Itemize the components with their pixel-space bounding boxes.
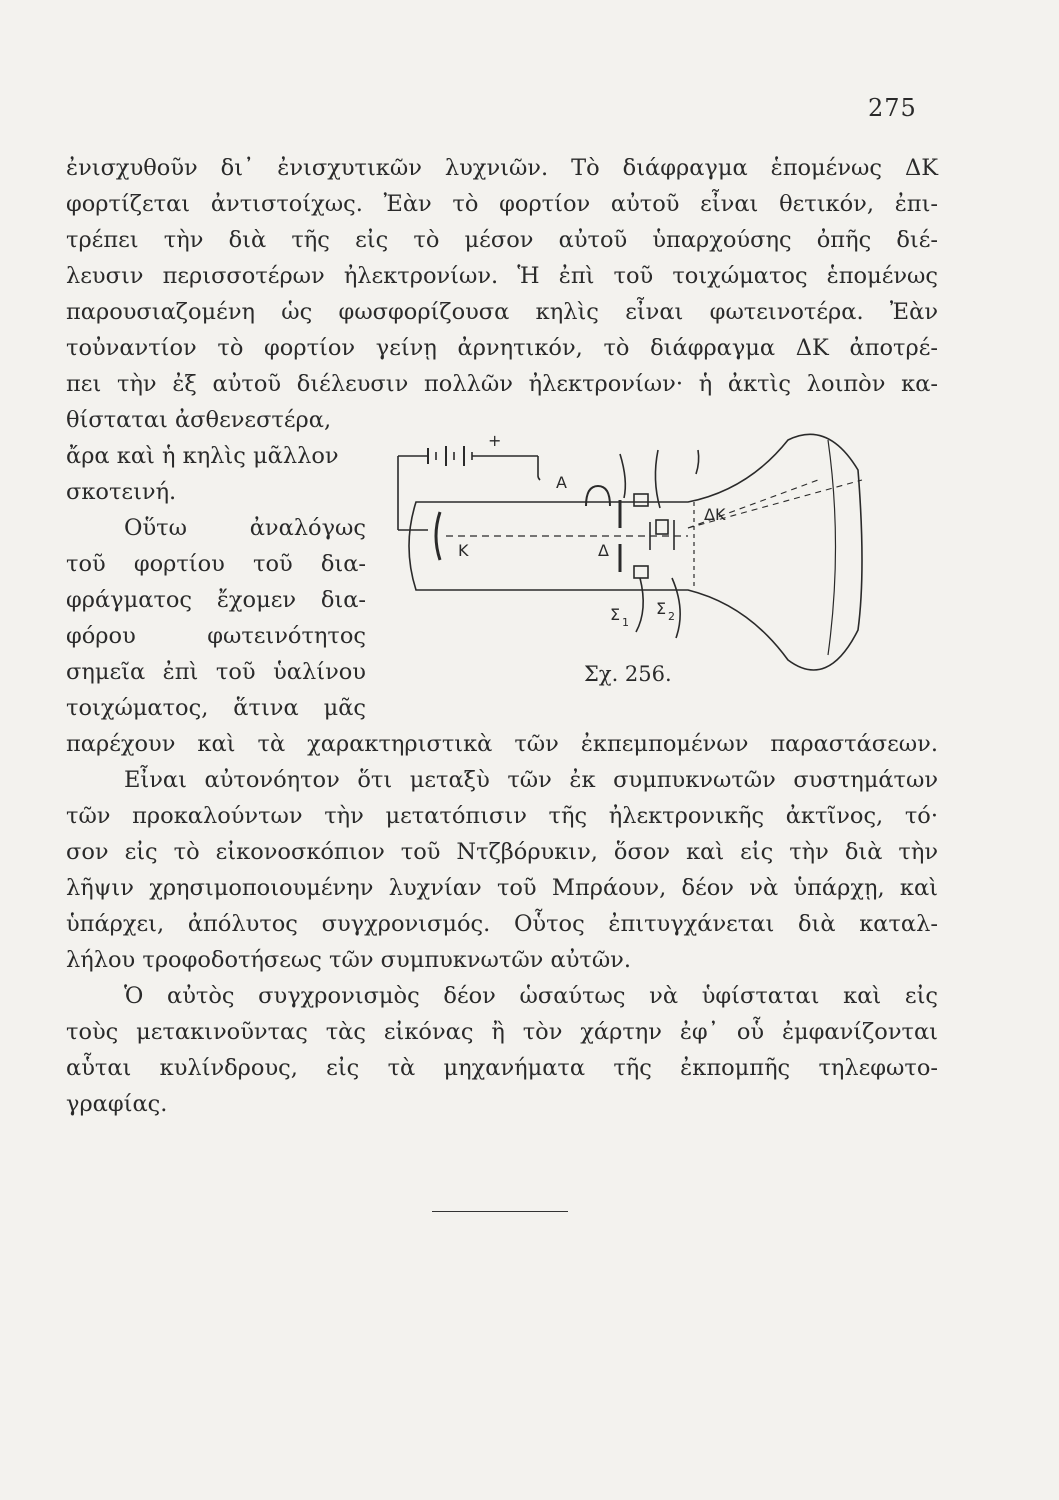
text-line: τοὐναντίον τὸ φορτίον γείνῃ ἀρνητικόν, τὸ διάφραγμα ΔΚ ἀποτρέ- [66,335,938,361]
text-line: φράγματος ἔχομεν δια- [66,587,366,613]
plate-mid [656,520,668,534]
text-line: λευσιν περισσοτέρων ἠλεκτρονίων. Ἡ ἐπὶ τοῦ τοιχώματος ἑπομένως [66,263,938,289]
battery-icon [398,446,500,466]
text-line: ὑπάρχει, ἀπόλυτος συγχρονισμός. Οὗτος ἐπιτυγχάνεται διὰ καταλ- [66,911,938,937]
text-line: ἐνισχυθοῦν δι᾽ ἐνισχυτικῶν λυχνιῶν. Τὸ διάφραγμα ἑπομένως ΔΚ [66,155,938,181]
text-line: Οὕτω ἀναλόγως [124,515,366,541]
text-line: σημεῖα ἐπὶ τοῦ ὑαλίνου [66,659,366,685]
plate-bottom [634,566,648,578]
text-line: τῶν προκαλούντων τὴν μετατόπισιν τῆς ἠλεκτρονικῆς ἀκτῖνος, τό· [66,803,938,829]
text-line: παρουσιαζομένη ὡς φωσφορίζουσα κηλὶς εἶναι φωτεινοτέρα. Ἐὰν [66,299,938,325]
page-number: 275 [868,94,917,122]
anode-label: A [556,473,567,492]
figure-caption: Σχ. 256. [584,662,672,686]
crt-diagram [388,410,878,700]
diaphragm-label: Δ [598,541,609,560]
cathode-icon [436,512,440,560]
end-rule [432,1211,568,1212]
plate2-sub-label: 2 [668,610,675,623]
text-line: λήλου τροφοδοτήσεως τῶν συμπυκνωτῶν αὐτῶν. [66,947,631,973]
text-line: γραφίας. [66,1091,168,1117]
text-line: σκοτεινή. [66,479,177,505]
text-line: ἄρα καὶ ἡ κηλὶς μᾶλλον [66,443,339,469]
plate-top [634,494,648,506]
cathode-label: K [458,541,469,560]
text-line: τοῦ φορτίου τοῦ δια- [66,551,366,577]
text-line: Εἶναι αὐτονόητον ὅτι μεταξὺ τῶν ἐκ συμπυκνωτῶν συστημάτων [124,767,938,793]
diaphragm-k-label: ΔK [704,505,726,524]
crt-diagram-svg [388,410,878,700]
text-line: αὗται κυλίνδρους, εἰς τὰ μηχανήματα τῆς ἐκπομπῆς τηλεφωτο- [66,1055,938,1081]
text-line: σον εἰς τὸ εἰκονοσκόπιον τοῦ Ντζβόρυκιν, ὅσον καὶ εἰς τὴν διὰ τὴν [66,839,938,865]
text-line: λῆψιν χρησιμοποιουμένην λυχνίαν τοῦ Μπράουν, δέον νὰ ὑπάρχῃ, καὶ [66,875,938,901]
plate1-sub-label: 1 [622,616,629,629]
text-line: θίσταται ἀσθενεστέρα, [66,407,332,433]
text-line: τοὺς μετακινοῦντας τὰς εἰκόνας ἢ τὸν χάρτην ἐφ᾽ οὗ ἐμφανίζονται [66,1019,938,1045]
text-line: τοιχώματος, ἅτινα μᾶς [66,695,366,721]
text-line: Ὁ αὐτὸς συγχρονισμὸς δέον ὡσαύτως νὰ ὑφίσταται καὶ εἰς [124,983,938,1009]
plate2-label: Σ [656,599,667,618]
screen-arc [828,440,836,655]
plus-label: + [488,431,502,450]
text-line: φορτίζεται ἀντιστοίχως. Ἐὰν τὸ φορτίον αὐτοῦ εἶναι θετικόν, ἐπι- [66,191,938,217]
text-line: φόρου φωτεινότητος [66,623,366,649]
text-line: πει τὴν ἐξ αὐτοῦ διέλευσιν πολλῶν ἠλεκτρονίων· ἡ ἀκτὶς λοιπὸν κα- [66,371,938,397]
anode-icon [586,486,610,506]
plate1-label: Σ [610,605,621,624]
text-line: τρέπει τὴν διὰ τῆς εἰς τὸ μέσον αὐτοῦ ὑπαρχούσης ὀπῆς διέ- [66,227,938,253]
tube-neck [409,434,862,670]
text-line: παρέχουν καὶ τὰ χαρακτηριστικὰ τῶν ἐκπεμπομένων παραστάσεων. [66,731,938,757]
